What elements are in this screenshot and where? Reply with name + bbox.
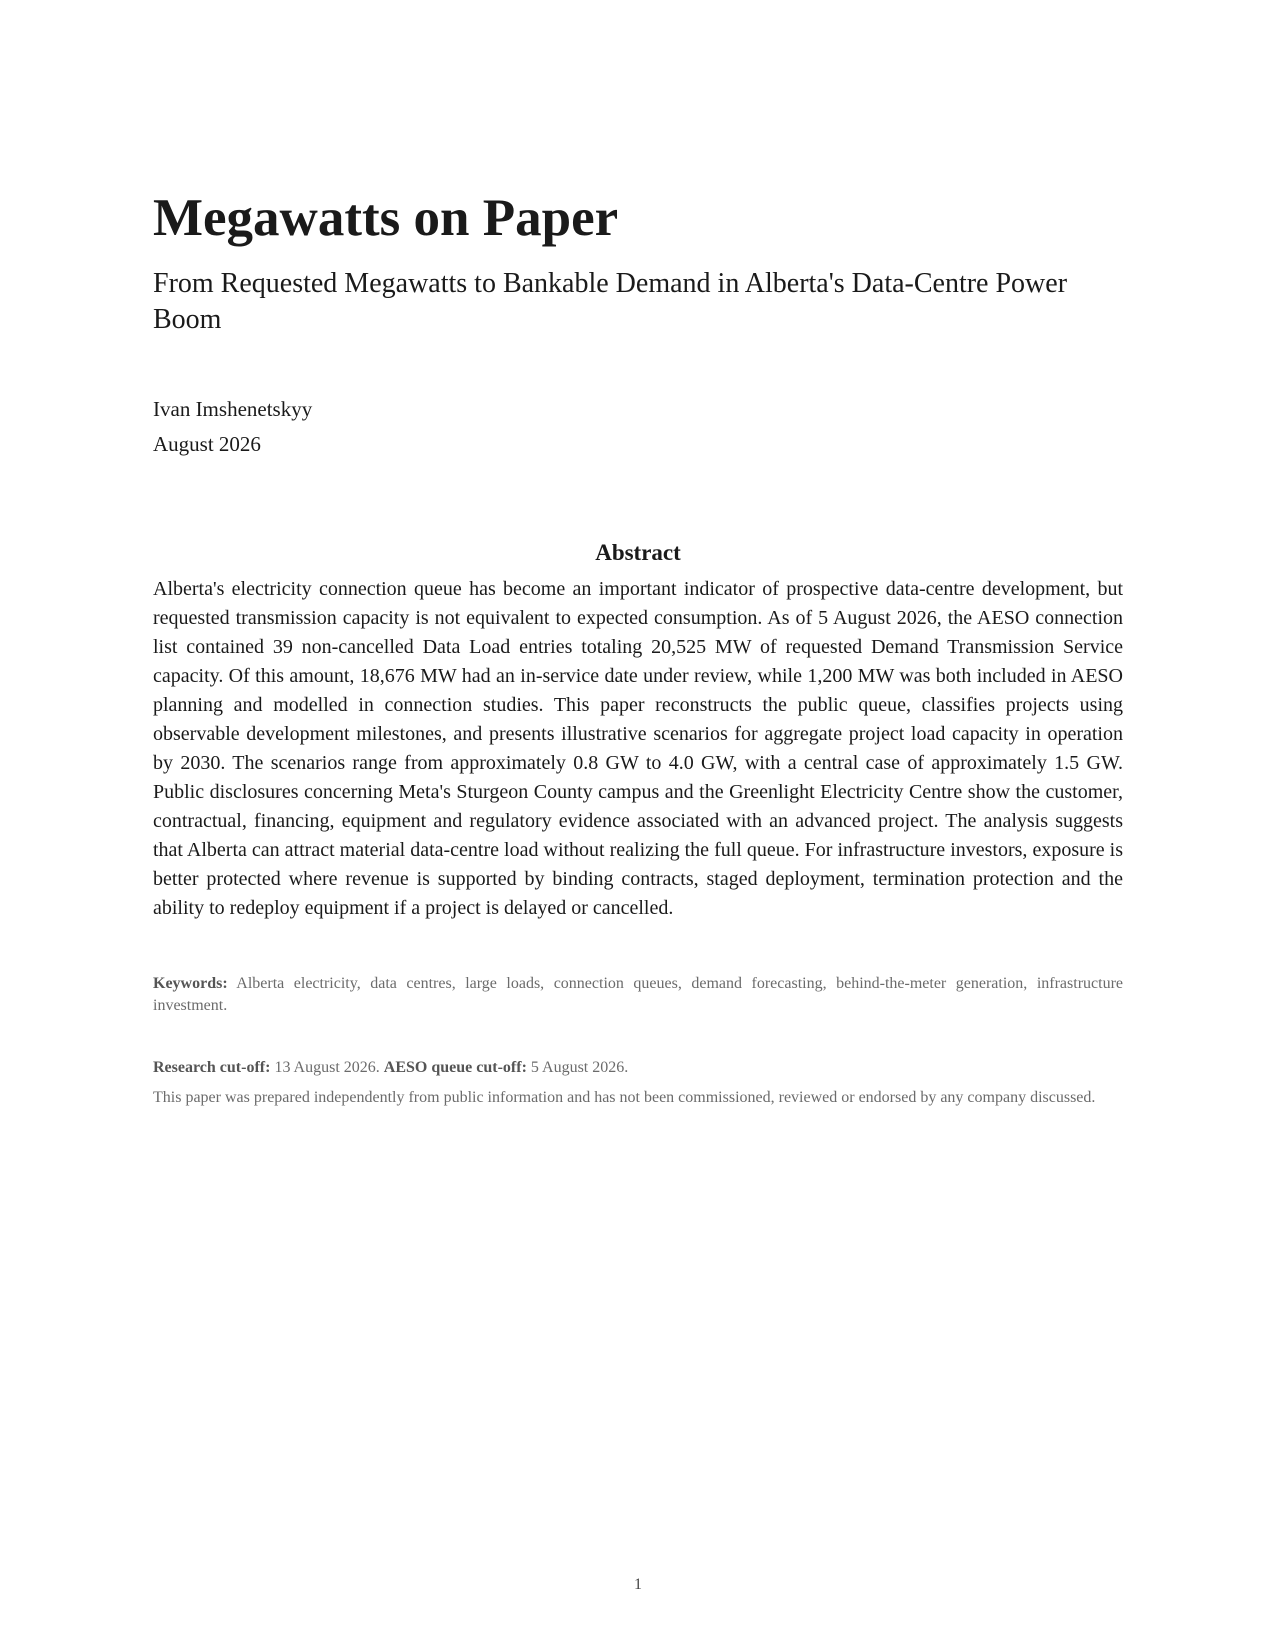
abstract-body: Alberta's electricity connection queue has become an important indicator of prospective data-centre development, but requested transmission capacity is not equivalent to expected consumption. As of 5 August 2026, the AESO connection list contained 39 non-cancelled Data Load entries totaling 20,525 MW of requested Demand Transmission Service capacity. Of this amount, 18,676 MW had an in-service date under review, while 1,200 MW was both included in AESO planning and modelled in connection studies. This paper reconstructs the public queue, classifies projects using observable development milestones, and presents illustrative scenarios for aggregate project load capacity in operation by 2030. The scenarios range from approximately 0.8 GW to 4.0 GW, with a central case of approximately 1.5 GW. Public disclosures concerning Meta's Sturgeon County campus and the Greenlight Electricity Centre show the customer, contractual, financing, equipment and regulatory evidence associated with an advanced project. The analysis suggests that Alberta can attract material data-centre load without realizing the full queue. For infrastructure investors, exposure is better protected where revenue is supported by binding contracts, staged deployment, termination protection and the ability to redeploy equipment if a project is delayed or cancelled. <box>153 578 1123 919</box>
paper-title: Megawatts on Paper <box>153 189 619 247</box>
aeso-cutoff-value: 5 August 2026. <box>530 1059 629 1076</box>
research-cutoff-label: Research cut-off: <box>153 1059 271 1076</box>
publication-date: August 2026 <box>153 432 261 456</box>
disclaimer: This paper was prepared independently from public information and has not been commissioned, reviewed or endorsed by any company discussed. <box>153 1089 1096 1106</box>
aeso-cutoff-label: AESO queue cut-off: <box>383 1059 527 1076</box>
keywords-label: Keywords: <box>153 975 228 992</box>
page-number: 1 <box>634 1576 642 1593</box>
abstract-heading: Abstract <box>595 540 681 565</box>
author-name: Ivan Imshenetskyy <box>153 397 313 421</box>
research-cutoff-value: 13 August 2026. <box>274 1059 380 1076</box>
keywords <box>153 973 1123 1017</box>
paper-page <box>153 0 1123 1650</box>
paper-subtitle: From Requested Megawatts to Bankable Demand in Alberta's Data-Centre Power Boom <box>153 268 1068 335</box>
cutoff-line <box>153 1057 1123 1079</box>
keywords-text: Alberta electricity, data centres, large loads, connection queues, demand forecasting, behind-the-meter generation, infrastructure investment. <box>153 975 1123 1014</box>
